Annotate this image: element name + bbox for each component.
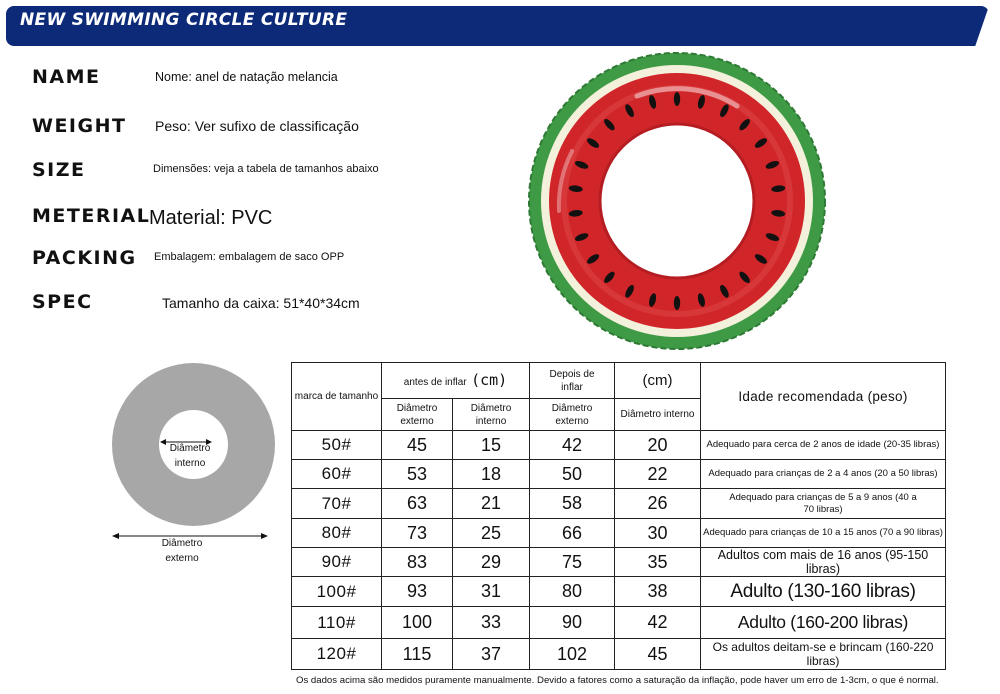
inner-diameter-line2: interno <box>174 458 206 469</box>
row-after-outer: 42 <box>530 431 615 460</box>
row-before-inner: 29 <box>453 548 530 577</box>
subheader-after-inner: Diâmetro interno <box>615 399 701 431</box>
row-age: Adequado para cerca de 2 anos de idade (20-35 libras) <box>701 431 946 460</box>
table-row <box>292 431 946 460</box>
row-size: 70# <box>292 489 382 519</box>
row-before-outer: 115 <box>382 639 453 670</box>
spec-label-size: SIZE <box>32 159 86 181</box>
melon-seed <box>674 296 680 310</box>
row-age: Os adultos deitam-se e brincam (160-220 libras) <box>701 639 946 670</box>
table-row <box>292 577 946 607</box>
row-before-inner: 21 <box>453 489 530 519</box>
header-age: Idade recomendada (peso) <box>701 363 946 431</box>
row-after-outer: 66 <box>530 519 615 548</box>
header-after-line1: Depois de <box>549 368 595 380</box>
melon-seed <box>674 92 680 106</box>
subheader-after-outer <box>530 399 615 431</box>
row-age: Adulto (160-200 libras) <box>701 607 946 639</box>
header-before-label: antes de inflar <box>403 377 467 388</box>
spec-value-size: Dimensões: veja a tabela de tamanhos abaixo <box>153 163 379 175</box>
row-before-inner: 18 <box>453 460 530 489</box>
row-before-outer: 73 <box>382 519 453 548</box>
subheader-before-inner-line2: interno <box>475 415 507 427</box>
table-row <box>292 607 946 639</box>
spec-label-material: METERIAL <box>32 205 151 227</box>
row-after-inner: 42 <box>615 607 701 639</box>
row-size: 120# <box>292 639 382 670</box>
footnote: Os dados acima são medidos puramente manualmente. Devido a fatores como a saturação da inflação, pode haver um erro de 1-3cm, o que é normal. <box>296 675 939 686</box>
row-before-outer: 93 <box>382 577 453 607</box>
row-before-inner: 37 <box>453 639 530 670</box>
row-size: 100# <box>292 577 382 607</box>
spec-value-weight: Peso: Ver sufixo de classificação <box>155 118 359 134</box>
table-row <box>292 519 946 548</box>
watermelon-ring-image <box>526 52 828 350</box>
row-age: Adequado para crianças de 2 a 4 anos (20 a 50 libras) <box>701 460 946 489</box>
row-after-outer: 75 <box>530 548 615 577</box>
subheader-after-outer-line2: externo <box>555 415 589 427</box>
row-age: Adulto (130-160 libras) <box>701 577 946 607</box>
subheader-before-inner-line1: Diâmetro <box>470 402 512 414</box>
inner-diameter-line1: Diâmetro <box>169 443 211 454</box>
header-before <box>382 363 530 399</box>
spec-label-packing: PACKING <box>32 247 137 269</box>
row-after-inner: 30 <box>615 519 701 548</box>
table-row <box>292 489 946 519</box>
row-before-outer: 100 <box>382 607 453 639</box>
row-before-outer: 45 <box>382 431 453 460</box>
row-size: 110# <box>292 607 382 639</box>
banner-title: NEW SWIMMING CIRCLE CULTURE <box>20 10 348 30</box>
outer-diameter-label <box>150 536 214 566</box>
spec-label-weight: WEIGHT <box>32 115 127 137</box>
subheader-before-outer <box>382 399 453 431</box>
table-row <box>292 548 946 577</box>
row-after-outer: 102 <box>530 639 615 670</box>
table-row <box>292 460 946 489</box>
header-after-line2: inflar <box>561 381 583 393</box>
subheader-after-outer-line1: Diâmetro <box>551 402 593 414</box>
spec-value-spec: Tamanho da caixa: 51*40*34cm <box>162 295 360 311</box>
row-age: Adequado para crianças de 10 a 15 anos (70 a 90 libras) <box>701 519 946 548</box>
row-before-outer: 63 <box>382 489 453 519</box>
row-before-inner: 31 <box>453 577 530 607</box>
row-before-outer: 83 <box>382 548 453 577</box>
row-after-outer: 80 <box>530 577 615 607</box>
header-after <box>530 363 615 399</box>
spec-value-material: Material: PVC <box>149 207 273 229</box>
row-size: 90# <box>292 548 382 577</box>
table-row <box>292 639 946 670</box>
row-after-outer: 50 <box>530 460 615 489</box>
row-after-inner: 22 <box>615 460 701 489</box>
row-after-inner: 38 <box>615 577 701 607</box>
row-size: 50# <box>292 431 382 460</box>
inner-diameter-label <box>163 441 217 471</box>
spec-value-packing: Embalagem: embalagem de saco OPP <box>154 251 345 263</box>
header-size: marca de tamanho <box>292 363 382 431</box>
outer-diameter-line1: Diâmetro <box>161 538 203 549</box>
header-before-unit: (cm) <box>471 371 508 389</box>
row-after-inner: 20 <box>615 431 701 460</box>
subheader-before-outer-line1: Diâmetro <box>396 402 438 414</box>
spec-value-name: Nome: anel de natação melancia <box>155 70 338 84</box>
row-age: Adequado para crianças de 5 a 9 anos (40 a 70 libras) <box>701 489 946 519</box>
size-table <box>291 362 946 670</box>
row-before-inner: 25 <box>453 519 530 548</box>
header-after-unit: (cm) <box>615 363 701 399</box>
spec-label-name: NAME <box>32 66 101 88</box>
spec-label-spec: SPEC <box>32 291 93 313</box>
row-size: 80# <box>292 519 382 548</box>
row-after-outer: 90 <box>530 607 615 639</box>
row-after-inner: 45 <box>615 639 701 670</box>
row-before-inner: 33 <box>453 607 530 639</box>
subheader-before-outer-line2: externo <box>400 415 434 427</box>
row-before-outer: 53 <box>382 460 453 489</box>
row-before-inner: 15 <box>453 431 530 460</box>
row-age: Adultos com mais de 16 anos (95-150 libras) <box>701 548 946 577</box>
row-after-outer: 58 <box>530 489 615 519</box>
row-after-inner: 35 <box>615 548 701 577</box>
row-after-inner: 26 <box>615 489 701 519</box>
subheader-before-inner <box>453 399 530 431</box>
outer-diameter-line2: externo <box>165 553 199 564</box>
row-size: 60# <box>292 460 382 489</box>
